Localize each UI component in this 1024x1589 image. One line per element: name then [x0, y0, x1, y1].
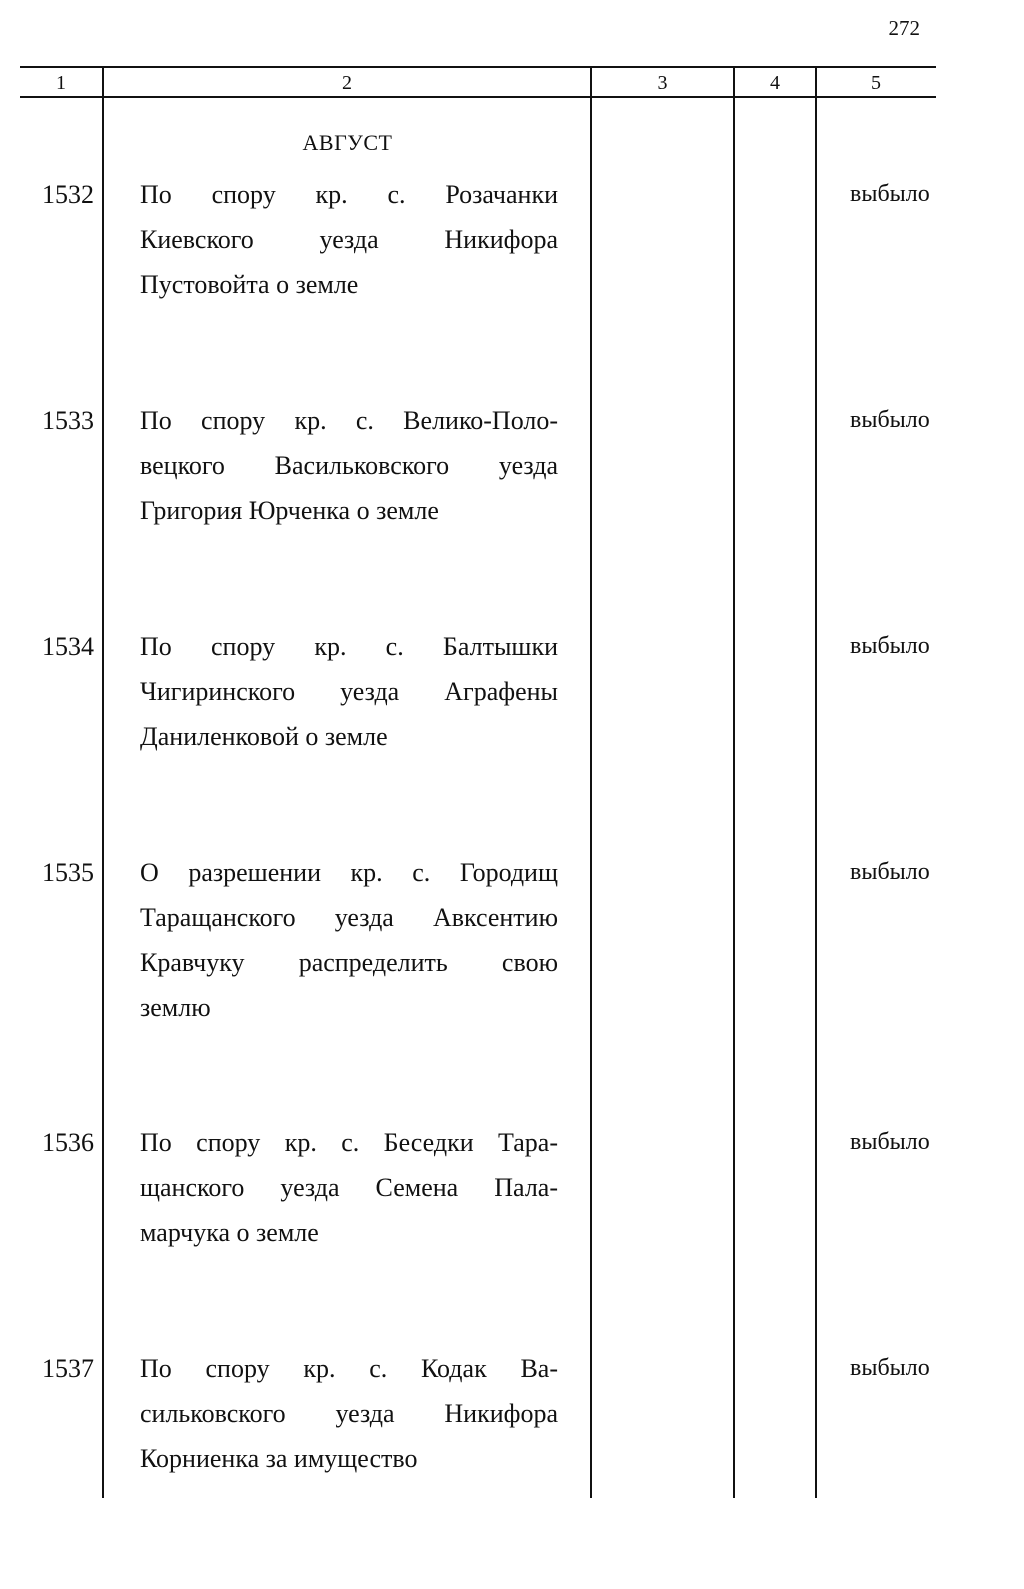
- entry-number: 1536: [42, 1128, 94, 1157]
- description-line: сильковского уезда Никифора: [140, 1399, 558, 1428]
- description-line: Корниенка за имущество: [140, 1444, 418, 1473]
- description-line: Кравчуку распределить свою: [140, 948, 558, 977]
- table-header-rule: [20, 96, 936, 98]
- description-line: По спору кр. с. Розачанки: [140, 180, 558, 209]
- entry-number: 1534: [42, 632, 94, 661]
- description-line: По спору кр. с. Кодак Ва-: [140, 1354, 558, 1383]
- entry-number: 1532: [42, 180, 94, 209]
- entry-status: выбыло: [850, 859, 930, 885]
- column-header-3: 3: [657, 72, 668, 94]
- description-line: О разрешении кр. с. Городищ: [140, 858, 558, 887]
- entry-description: [140, 1346, 558, 1481]
- column-divider-1: [102, 66, 104, 1498]
- description-line: По спору кр. с. Беседки Тара-: [140, 1128, 558, 1157]
- table-top-rule: [20, 66, 936, 68]
- entry-number: 1535: [42, 858, 94, 887]
- column-header-5: 5: [871, 72, 881, 94]
- column-divider-2: [590, 66, 592, 1498]
- description-line: Даниленковой о земле: [140, 722, 388, 751]
- column-header-4: 4: [770, 72, 780, 94]
- description-line: Пустовойта о земле: [140, 270, 359, 299]
- description-line: Григория Юрченка о земле: [140, 496, 439, 525]
- entry-status: выбыло: [850, 407, 930, 433]
- entry-description: [140, 1120, 558, 1255]
- entry-description: [140, 850, 558, 1030]
- entry-status: выбыло: [850, 633, 930, 659]
- entry-description: [140, 624, 558, 759]
- description-line: Киевского уезда Никифора: [140, 225, 558, 254]
- entry-description: [140, 398, 558, 533]
- description-line: По спору кр. с. Балтышки: [140, 632, 558, 661]
- description-line: Таращанского уезда Авксентию: [140, 903, 558, 932]
- description-line: щанского уезда Семена Пала-: [140, 1173, 558, 1202]
- column-header-1: 1: [56, 72, 66, 94]
- description-line: вецкого Васильковского уезда: [140, 451, 558, 480]
- entry-number: 1533: [42, 406, 94, 435]
- column-divider-3: [733, 66, 735, 1498]
- page-number: 272: [888, 16, 920, 40]
- description-line: Чигиринского уезда Аграфены: [140, 677, 558, 706]
- entry-number: 1537: [42, 1354, 94, 1383]
- entry-status: выбыло: [850, 181, 930, 207]
- entry-description: [140, 172, 558, 307]
- description-line: марчука о земле: [140, 1218, 319, 1247]
- month-heading: АВГУСТ: [302, 130, 393, 155]
- column-divider-4: [815, 66, 817, 1498]
- column-header-2: 2: [342, 72, 352, 94]
- description-line: По спору кр. с. Велико-Поло-: [140, 406, 558, 435]
- entry-status: выбыло: [850, 1129, 930, 1155]
- entry-status: выбыло: [850, 1355, 930, 1381]
- description-line: землю: [140, 993, 211, 1022]
